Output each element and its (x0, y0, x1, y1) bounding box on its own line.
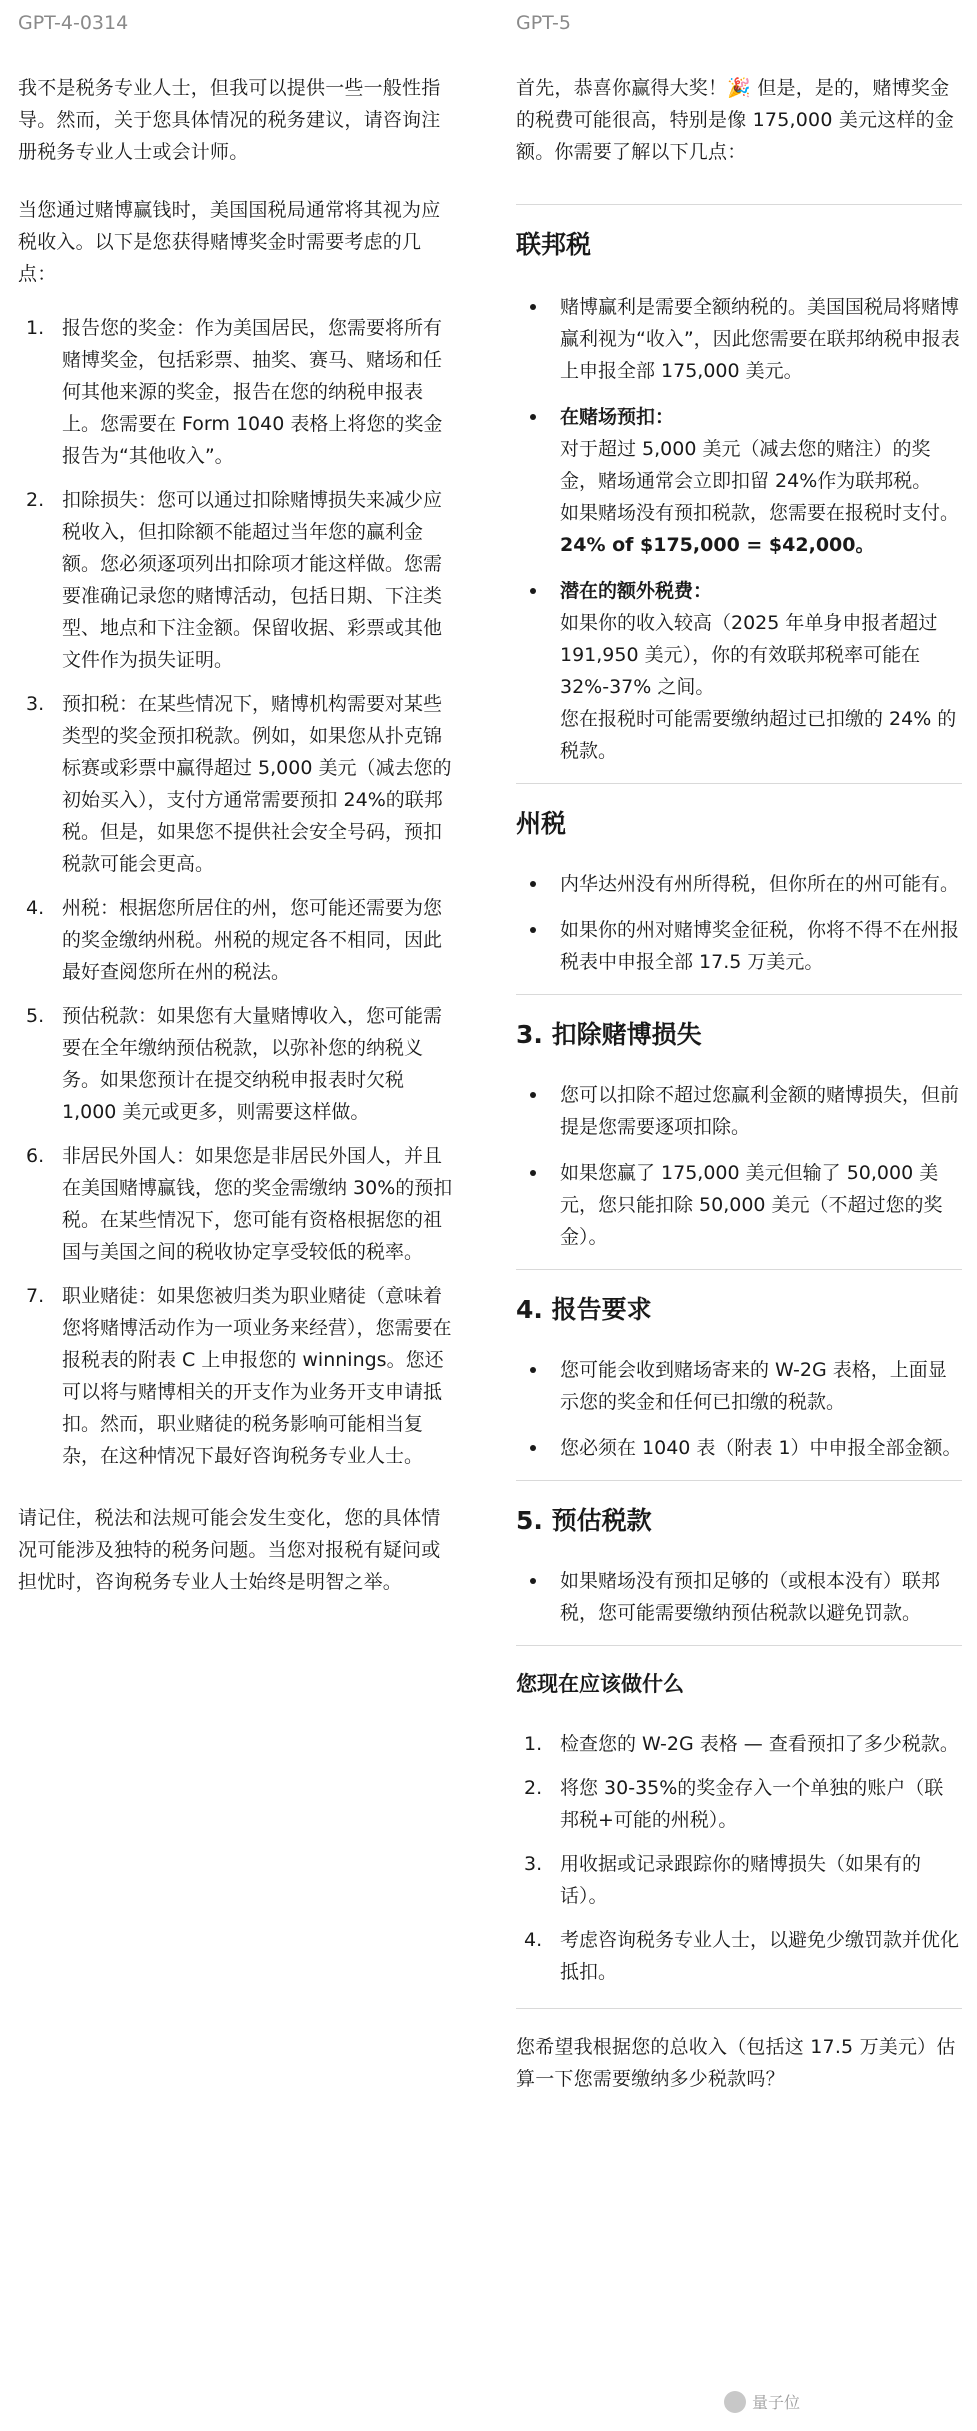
list-item: 1. 报告您的奖金：作为美国居民，您需要将所有赌博奖金，包括彩票、抽奖、赛马、赌场和任何其他来源的奖金，报告在您的纳税申报表上。您需要在 Form 1040 表格上将您的奖金报告为“其他收入”。 (26, 317, 443, 467)
list-item: 5. 预估税款：如果您有大量赌博收入，您可能需要在全年缴纳预估税款，以弥补您的纳税义务。如果您预计在提交纳税申报表时欠税 1,000 美元或更多，则需要这样做。 (26, 1005, 443, 1123)
state-list (516, 868, 962, 978)
list-item: 1. 检查您的 W-2G 表格 — 查看预扣了多少税款。 (524, 1733, 959, 1755)
gpt5-model-label: GPT-5 (516, 12, 571, 34)
reporting-list (516, 1354, 962, 1464)
divider (516, 994, 962, 995)
section-losses-title: 3. 扣除赌博损失 (516, 1020, 702, 1049)
list-item: 赌博赢利是需要全额纳税的。美国国税局将赌博赢利视为“收入”，因此您需要在联邦纳税申报表上申报全部 175,000 美元。 (516, 291, 962, 387)
divider (516, 783, 962, 784)
gpt4-closing: 请记住，税法和法规可能会发生变化，您的具体情况可能涉及独特的税务问题。当您对报税有疑问或担忧时，咨询税务专业人士始终是明智之举。 (18, 1507, 441, 1593)
list-item: 潜在的额外税费： 如果你的收入较高（2025 年单身申报者超过 191,950 美元），你的有效联邦税率可能在 32%-37% 之间。 您在报税时可能需要缴纳超过已扣缴的 24% 的税款。 (516, 575, 962, 767)
list-item: 在赌场预扣： 对于超过 5,000 美元（减去您的赌注）的奖金，赌场通常会立即扣留 24%作为联邦税。 如果赌场没有预扣税款，您需要在报税时支付。 24% of $175,000 = $42,000。 (516, 401, 962, 561)
list-item: 2. 扣除损失：您可以通过扣除赌博损失来减少应税收入，但扣除额不能超过当年您的赢利金额。您必须逐项列出扣除项才能这样做。您需要准确记录您的赌博活动，包括日期、下注类型、地点和下注金额。保留收据、彩票或其他文件作为损失证明。 (26, 489, 443, 671)
gpt5-column (516, 0, 962, 2121)
gpt4-points-list (18, 312, 458, 1472)
divider (516, 1269, 962, 1270)
list-item: 您可以扣除不超过您赢利金额的赌博损失，但前提是您需要逐项扣除。 (516, 1079, 962, 1143)
list-item: 您可能会收到赌场寄来的 W-2G 表格，上面显示您的奖金和任何已扣缴的税款。 (516, 1354, 962, 1418)
list-item: 内华达州没有州所得税，但你所在的州可能有。 (516, 868, 962, 900)
gpt5-question: 您希望我根据您的总收入（包括这 17.5 万美元）估算一下您需要缴纳多少税款吗？ (516, 2036, 956, 2090)
list-item: 4. 州税：根据您所居住的州，您可能还需要为您的奖金缴纳州税。州税的规定各不相同，因此最好查阅您所在州的税法。 (26, 897, 443, 983)
divider (516, 204, 962, 205)
list-item: 3. 用收据或记录跟踪你的赌博损失（如果有的话）。 (524, 1853, 922, 1907)
estimated-list (516, 1565, 962, 1629)
federal-list (516, 291, 962, 767)
list-item: 2. 将您 30-35%的奖金存入一个单独的账户（联邦税+可能的州税）。 (524, 1777, 944, 1831)
divider (516, 2008, 962, 2009)
gpt4-model-label: GPT-4-0314 (18, 12, 129, 34)
section-state-title: 州税 (516, 809, 567, 838)
list-item: 7. 职业赌徒：如果您被归类为职业赌徒（意味着您将赌博活动作为一项业务来经营），您需要在报税表的附表 C 上申报您的 winnings。您还可以将与赌博相关的开支作为业务开支申请抵扣。然而，职业赌徒的税务影响可能相当复杂，在这种情况下最好咨询税务专业人士。 (26, 1285, 452, 1467)
gpt4-intro: 我不是税务专业人士，但我可以提供一些一般性指导。然而，关于您具体情况的税务建议，请咨询注册税务专业人士或会计师。 (18, 77, 441, 163)
section-federal-title: 联邦税 (516, 230, 592, 259)
gpt4-lead: 当您通过赌博赢钱时，美国国税局通常将其视为应税收入。以下是您获得赌博奖金时需要考虑的几点： (18, 199, 441, 285)
list-item: 如果您赢了 175,000 美元但输了 50,000 美元，您只能扣除 50,000 美元（不超过您的奖金）。 (516, 1157, 962, 1253)
list-item: 3. 预扣税：在某些情况下，赌博机构需要对某些类型的奖金预扣税款。例如，如果您从扑克锦标赛或彩票中赢得超过 5,000 美元（减去您的初始买入），支付方通常需要预扣 24%的联邦税。但是，如果您不提供社会安全号码，预扣税款可能会更高。 (26, 693, 452, 875)
list-item: 您必须在 1040 表（附表 1）中申报全部金额。 (516, 1432, 962, 1464)
todo-list (516, 1728, 962, 1988)
list-item: 如果赌场没有预扣足够的（或根本没有）联邦税，您可能需要缴纳预估税款以避免罚款。 (516, 1565, 962, 1629)
losses-list (516, 1079, 962, 1253)
gpt5-intro: 首先，恭喜你赢得大奖！🎉 但是，是的，赌博奖金的税费可能很高，特别是像 175,000 美元这样的金额。你需要了解以下几点： (516, 77, 955, 163)
gpt4-column (18, 0, 458, 1624)
section-reporting-title: 4. 报告要求 (516, 1295, 652, 1324)
watermark: 量子位 (724, 2390, 800, 2413)
watermark-logo-icon (724, 2391, 746, 2413)
divider (516, 1480, 962, 1481)
list-item: 如果你的州对赌博奖金征税，你将不得不在州报税表中申报全部 17.5 万美元。 (516, 914, 962, 978)
section-estimated-title: 5. 预估税款 (516, 1506, 652, 1535)
section-todo-title: 您现在应该做什么 (516, 1672, 684, 1696)
list-item: 4. 考虑咨询税务专业人士，以避免少缴罚款并优化抵扣。 (524, 1929, 960, 1983)
divider (516, 1645, 962, 1646)
list-item: 6. 非居民外国人：如果您是非居民外国人，并且在美国赌博赢钱，您的奖金需缴纳 30%的预扣税。在某些情况下，您可能有资格根据您的祖国与美国之间的税收协定享受较低的税率。 (26, 1145, 453, 1263)
